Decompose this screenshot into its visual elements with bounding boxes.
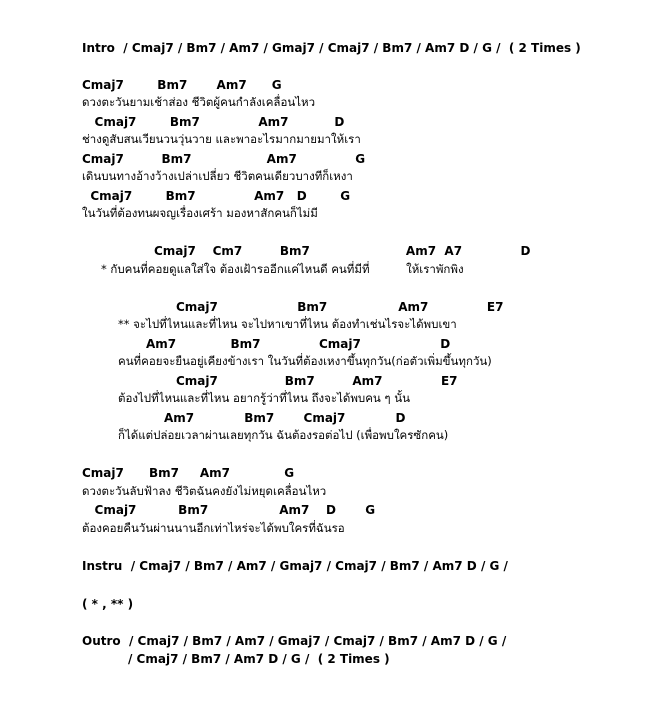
outro-line-2: / Cmaj7 / Bm7 / Am7 D / G / ( 2 Times ) — [128, 652, 390, 666]
lyric-line: ** จะไปที่ไหนและที่ไหน จะไปหาเขาที่ไหน ต้องทำเช่นไรจะได้พบเขา — [118, 317, 457, 331]
lyric-line: ดวงตะวันยามเช้าส่อง ชีวิตผู้คนกำลังเคลื่อนไหว — [82, 95, 316, 109]
chord-line: Am7 Bm7 Cmaj7 D — [164, 411, 406, 425]
lyric-line: ก็ได้แต่ปล่อยเวลาผ่านเลยทุกวัน ฉันต้องรอต่อไป (เพื่อพบใครซักคน) — [118, 428, 449, 442]
chord-line: Am7 Bm7 Cmaj7 D — [146, 337, 451, 351]
chord-line: Cmaj7 Cm7 Bm7 Am7 A7 D — [154, 244, 531, 258]
lyric-line: * กับคนที่คอยดูแลใส่ใจ ต้องเฝ้ารออีกแค่ไหนดี คนที่มีที่ ให้เราพักพิง — [101, 262, 464, 276]
chord-line: Cmaj7 Bm7 Am7 E7 — [176, 374, 458, 388]
lyric-line: เดินบนทางอ้างว้างเปล่าเปลี่ยว ชีวิตคนเดียวบางทีก็เหงา — [82, 169, 353, 183]
chord-line: Cmaj7 Bm7 Am7 G — [82, 78, 282, 92]
outro-line: Outro / Cmaj7 / Bm7 / Am7 / Gmaj7 / Cmaj7 / Bm7 / Am7 D / G / — [82, 634, 507, 648]
lyric-line: ช่างดูสับสนเวียนวนวุ่นวาย และพาอะไรมากมายมาให้เรา — [82, 132, 361, 146]
instru-line: Instru / Cmaj7 / Bm7 / Am7 / Gmaj7 / Cmaj7 / Bm7 / Am7 D / G / — [82, 559, 508, 573]
lyric-line: ต้องไปที่ไหนและที่ไหน อยากรู้ว่าที่ไหน ถึงจะได้พบคน ๆ นั้น — [118, 391, 410, 405]
repeat-line: ( * , ** ) — [82, 597, 134, 611]
chord-line: Cmaj7 Bm7 Am7 G — [82, 152, 366, 166]
chord-line: Cmaj7 Bm7 Am7 D G — [82, 189, 351, 203]
chord-line: Cmaj7 Bm7 Am7 D — [82, 115, 345, 129]
intro-line: Intro / Cmaj7 / Bm7 / Am7 / Gmaj7 / Cmaj7 / Bm7 / Am7 D / G / ( 2 Times ) — [82, 41, 581, 55]
chord-line: Cmaj7 Bm7 Am7 E7 — [176, 300, 504, 314]
lyric-line: ต้องคอยคืนวันผ่านนานอีกเท่าไหร่จะได้พบใครที่ฉันรอ — [82, 521, 345, 535]
lyric-line: ดวงตะวันลับฟ้าลง ชีวิตฉันคงยังไม่หยุดเคลื่อนไหว — [82, 484, 327, 498]
lyric-line: คนที่คอยจะยืนอยู่เคียงข้างเรา ในวันที่ต้องเหงาขึ้นทุกวัน(ก่อตัวเพิ่มขึ้นทุกวัน) — [118, 354, 492, 368]
lyric-line: ในวันที่ต้องทนผจญเรื่องเศร้า มองหาสักคนก็ไม่มี — [82, 206, 318, 220]
chord-line: Cmaj7 Bm7 Am7 G — [82, 466, 295, 480]
chord-line: Cmaj7 Bm7 Am7 D G — [82, 503, 376, 517]
